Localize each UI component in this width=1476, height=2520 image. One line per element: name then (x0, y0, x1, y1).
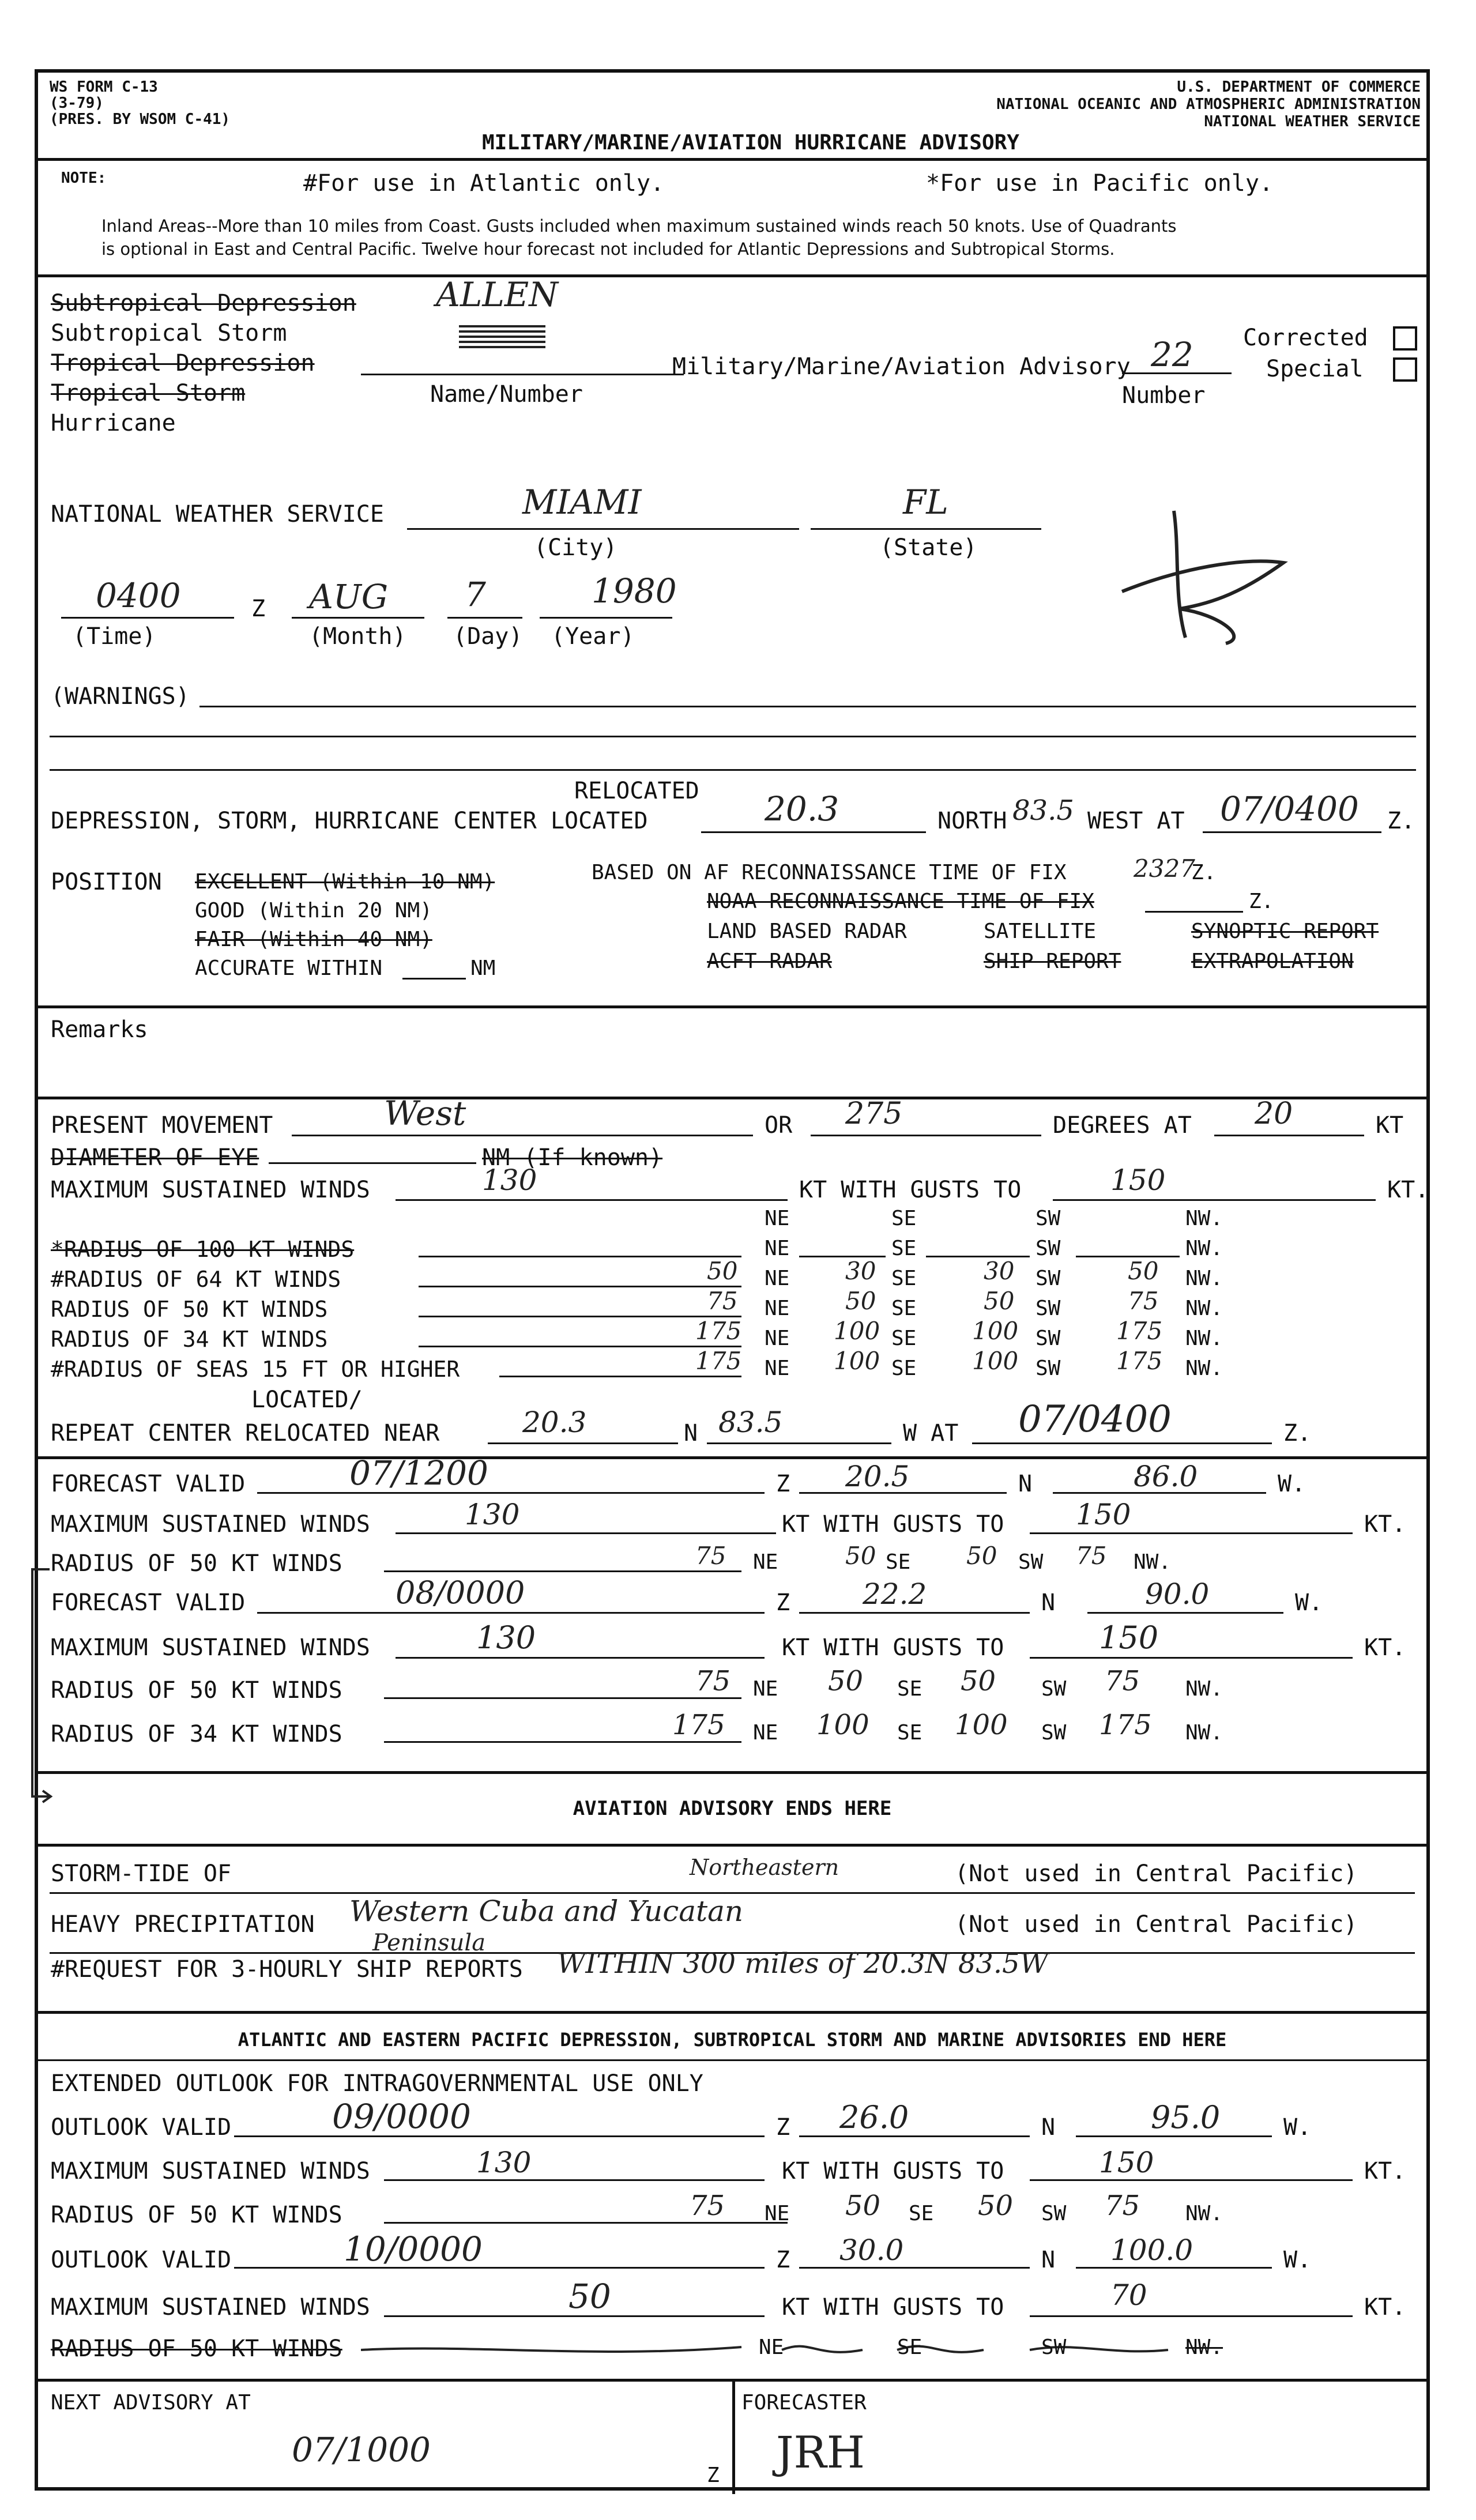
outlook2-label: OUTLOOK VALID (51, 2247, 232, 2273)
outlook2-winds-label: MAXIMUM SUSTAINED WINDS (51, 2294, 370, 2321)
forecaster-label: FORECASTER (741, 2391, 867, 2414)
forecast1-label: FORECAST VALID (51, 1471, 246, 1497)
forecast2-winds: 130 (476, 1619, 536, 1656)
label-nw: NW. (1185, 1677, 1223, 1701)
movement-value: West (384, 1094, 466, 1133)
forecast2-r50-se: 50 (828, 1665, 864, 1697)
movement-speed: 20 (1255, 1097, 1293, 1131)
repeat-lon: 83.5 (718, 1406, 783, 1439)
forecast1-valid: 07/1200 (349, 1453, 488, 1493)
remarks-label: Remarks (51, 1016, 148, 1043)
position-good: GOOD (Within 20 NM) (195, 899, 432, 922)
form-date: (3-79) (50, 95, 104, 112)
source-extrapolation: EXTRAPOLATION (1191, 950, 1354, 973)
fix-time: 2327 (1134, 854, 1195, 883)
outlook1-winds: 130 (476, 2146, 532, 2179)
label-ne: NE (759, 2336, 784, 2359)
position-nm: NM (470, 956, 496, 980)
relocated-label: RELOCATED (574, 778, 699, 804)
repeat-n: N (684, 1420, 698, 1447)
form-pres: (PRES. BY WSOM C-41) (50, 111, 231, 128)
state-label: (State) (880, 534, 977, 561)
based-on-label: BASED ON AF RECONNAISSANCE TIME OF FIX (592, 861, 1067, 884)
radius-ne: 75 (707, 1287, 738, 1315)
repeat-z: Z. (1283, 1420, 1312, 1447)
forecast2-r34-ne: 175 (672, 1709, 725, 1741)
outlook1-label: OUTLOOK VALID (51, 2114, 232, 2141)
outlook2-lon: 100.0 (1110, 2233, 1193, 2267)
radius-sw: 100 (972, 1317, 1019, 1345)
forecast2-n: N (1041, 1589, 1056, 1616)
precip-note: (Not used in Central Pacific) (955, 1911, 1358, 1938)
label-ne: NE (753, 1550, 778, 1574)
radius-nw: 50 (1128, 1257, 1159, 1285)
label-sw: SW (1036, 1357, 1061, 1380)
position-fair: FAIR (Within 40 NM) (195, 928, 432, 951)
radius-sw: 50 (984, 1287, 1015, 1315)
movement-label: PRESENT MOVEMENT (51, 1112, 273, 1139)
radius-se: 100 (834, 1317, 880, 1345)
center-z: Z. (1387, 808, 1415, 834)
label-nw: NW. (1185, 1237, 1223, 1260)
forecast1-w: W. (1278, 1471, 1306, 1497)
forecast2-r34-nw: 175 (1099, 1709, 1152, 1741)
north-label: NORTH (937, 808, 1007, 834)
corrected-checkbox[interactable] (1393, 326, 1417, 351)
precip-line2: Peninsula (372, 1930, 486, 1956)
eye-suffix: NM (If known) (482, 1144, 663, 1171)
radius-label: *RADIUS OF 100 KT WINDS (51, 1237, 355, 1262)
fix-z: Z. (1191, 861, 1217, 884)
located-label: LOCATED/ (251, 1387, 363, 1413)
day-label: (Day) (453, 623, 523, 650)
label-nw: NW. (1185, 2202, 1223, 2225)
source-land-radar: LAND BASED RADAR (707, 920, 907, 943)
form-title: MILITARY/MARINE/AVIATION HURRICANE ADVISORY (482, 131, 1019, 155)
outlook1-se: 50 (845, 2190, 881, 2222)
storm-name: ALLEN (436, 275, 559, 314)
repeat-w-at: W AT (903, 1420, 959, 1447)
label-sw: SW (1036, 1297, 1061, 1320)
warnings-label: (WARNINGS) (51, 683, 190, 710)
forecast2-winds-label: MAXIMUM SUSTAINED WINDS (51, 1634, 370, 1661)
signature-mark (1110, 499, 1301, 649)
label-se: SE (891, 1357, 917, 1380)
label-nw: NW. (1134, 1550, 1172, 1574)
center-lon: 83.5 (1012, 794, 1074, 827)
radius-se: 30 (845, 1257, 876, 1285)
label-se: SE (897, 1677, 922, 1701)
outlook1-ne: 75 (690, 2190, 725, 2222)
outlook1-n: N (1041, 2114, 1056, 2141)
noaa-z: Z. (1249, 890, 1274, 913)
storm-tide-note: (Not used in Central Pacific) (955, 1860, 1358, 1887)
outlook2-gusts-label: KT WITH GUSTS TO (782, 2294, 1004, 2321)
forecast1-winds: 130 (465, 1498, 520, 1531)
forecast1-n: N (1018, 1471, 1033, 1497)
outlook1-gusts: 150 (1099, 2146, 1154, 2179)
note-line2: is optional in East and Central Pacific. Twelve hour forecast not included for Atlantic Depressions and Subtropical Storms. (101, 239, 1115, 259)
col-nw: NW. (1185, 1207, 1223, 1230)
forecast2-kt: KT. (1364, 1634, 1406, 1661)
radius-nw: 75 (1128, 1287, 1159, 1315)
max-winds-label: MAXIMUM SUSTAINED WINDS (51, 1177, 370, 1203)
label-sw: SW (1041, 1721, 1067, 1745)
outlook2-lat: 30.0 (839, 2233, 904, 2267)
time-label: (Time) (73, 623, 156, 650)
forecast1-winds-label: MAXIMUM SUSTAINED WINDS (51, 1511, 370, 1538)
scribble-mark (459, 325, 545, 348)
forecast1-gusts: 150 (1076, 1498, 1131, 1531)
label-nw: NW. (1185, 2336, 1223, 2359)
forecast2-r50-sw: 50 (961, 1665, 996, 1697)
forecast2-lat: 22.2 (863, 1577, 927, 1611)
label-nw: NW. (1185, 1297, 1223, 1320)
radius-sw: 100 (972, 1347, 1019, 1375)
month-label: (Month) (309, 623, 406, 650)
corrected-label: Corrected (1243, 325, 1368, 351)
forecast2-valid: 08/0000 (396, 1574, 525, 1611)
advisory-label: Military/Marine/Aviation Advisory (672, 353, 1131, 380)
time-z: Z (251, 596, 266, 622)
center-time: 07/0400 (1220, 789, 1359, 828)
advisory-day: 7 (465, 575, 486, 614)
radius-se: 100 (834, 1347, 880, 1375)
note-pacific: *For use in Pacific only. (926, 170, 1274, 197)
movement-degrees: 275 (845, 1097, 903, 1131)
col-ne: NE (765, 1207, 790, 1230)
advisory-form (35, 69, 1430, 2491)
col-sw: SW (1036, 1207, 1061, 1230)
name-number-label: Name/Number (430, 381, 583, 408)
label-ne: NE (765, 2202, 790, 2225)
forecast1-lat: 20.5 (845, 1460, 910, 1493)
forecast1-gusts-label: KT WITH GUSTS TO (782, 1511, 1004, 1538)
label-se: SE (886, 1550, 911, 1574)
outlook1-sw: 50 (978, 2190, 1014, 2222)
next-advisory-label: NEXT ADVISORY AT (51, 2391, 251, 2414)
outlook2-valid: 10/0000 (344, 2229, 483, 2269)
source-synoptic: SYNOPTIC REPORT (1191, 920, 1379, 943)
special-checkbox[interactable] (1393, 357, 1417, 382)
center-label: DEPRESSION, STORM, HURRICANE CENTER LOCATED (51, 808, 648, 834)
label-ne: NE (765, 1267, 790, 1290)
repeat-time: 07/0400 (1018, 1398, 1172, 1441)
radius-label: #RADIUS OF 64 KT WINDS (51, 1267, 341, 1292)
office-state: FL (903, 483, 948, 522)
west-at-label: WEST AT (1087, 808, 1185, 834)
source-acft-radar: ACFT RADAR (707, 950, 832, 973)
degrees-at-label: DEGREES AT (1053, 1112, 1192, 1139)
type-subtropical-storm: Subtropical Storm (51, 320, 287, 346)
label-sw: SW (1036, 1327, 1061, 1350)
outlook2-gusts: 70 (1110, 2278, 1147, 2312)
source-ship-report: SHIP REPORT (984, 950, 1121, 973)
forecast2-r50-ne: 75 (695, 1665, 731, 1697)
label-nw: NW. (1185, 1721, 1223, 1745)
forecast2-r34-sw: 100 (955, 1709, 1008, 1741)
special-label: Special (1266, 356, 1364, 382)
forecast1-sw: 50 (966, 1542, 997, 1570)
label-se: SE (909, 2202, 934, 2225)
outlook1-kt: KT. (1364, 2158, 1406, 2184)
label-nw: NW. (1185, 1357, 1223, 1380)
label-se: SE (891, 1327, 917, 1350)
outlook1-z: Z (776, 2114, 790, 2141)
crossed-out-line (361, 2333, 1283, 2367)
radius-label: RADIUS OF 34 KT WINDS (51, 1327, 328, 1352)
note-atlantic: #For use in Atlantic only. (303, 170, 665, 197)
label-ne: NE (753, 1677, 778, 1701)
outlook2-w: W. (1283, 2247, 1312, 2273)
radius-label: RADIUS OF 50 KT WINDS (51, 1297, 328, 1322)
outlook2-z: Z (776, 2247, 790, 2273)
precip-label: HEAVY PRECIPITATION (51, 1911, 315, 1938)
radius-nw: 175 (1116, 1317, 1163, 1345)
eye-label: DIAMETER OF EYE (51, 1144, 259, 1171)
advisory-year: 1980 (592, 571, 677, 611)
forecast2-gusts-label: KT WITH GUSTS TO (782, 1634, 1004, 1661)
label-se: SE (897, 2336, 922, 2359)
noaa-label: NOAA RECONNAISSANCE TIME OF FIX (707, 890, 1094, 913)
next-advisory-z: Z (707, 2464, 720, 2487)
gusts-value: 150 (1110, 1163, 1166, 1197)
forecast2-lon: 90.0 (1145, 1577, 1210, 1611)
radius-label: #RADIUS OF SEAS 15 FT OR HIGHER (51, 1357, 460, 1382)
outlook1-lon: 95.0 (1151, 2099, 1221, 2135)
max-winds-value: 130 (482, 1163, 537, 1197)
year-label: (Year) (551, 623, 635, 650)
radius-nw: 175 (1116, 1347, 1163, 1375)
label-se: SE (891, 1297, 917, 1320)
forecast1-ne: 75 (695, 1542, 726, 1570)
movement-or: OR (765, 1112, 793, 1139)
forecast2-gusts: 150 (1099, 1619, 1159, 1656)
forecast2-r34-se: 100 (816, 1709, 869, 1741)
label-ne: NE (765, 1237, 790, 1260)
dept-name: U.S. DEPARTMENT OF COMMERCE (1177, 78, 1421, 96)
radius-se: 50 (845, 1287, 876, 1315)
forecast2-r50-label: RADIUS OF 50 KT WINDS (51, 1677, 342, 1704)
forecast1-se: 50 (845, 1542, 876, 1570)
forecaster-initials: JRH (776, 2427, 865, 2478)
outlook1-gusts-label: KT WITH GUSTS TO (782, 2158, 1004, 2184)
note-label: NOTE: (61, 169, 107, 187)
radius-ne: 50 (707, 1257, 738, 1285)
label-ne: NE (753, 1721, 778, 1745)
movement-kt: KT (1376, 1112, 1404, 1139)
label-se: SE (891, 1237, 917, 1260)
repeat-lat: 20.3 (522, 1406, 587, 1439)
forecast2-r34-label: RADIUS OF 34 KT WINDS (51, 1721, 342, 1747)
label-sw: SW (1041, 1677, 1067, 1701)
source-satellite: SATELLITE (984, 920, 1097, 943)
label-ne: NE (765, 1297, 790, 1320)
outlook-header: EXTENDED OUTLOOK FOR INTRAGOVERNMENTAL USE ONLY (51, 2070, 703, 2097)
label-sw: SW (1041, 2202, 1067, 2225)
forecast2-w: W. (1295, 1589, 1323, 1616)
note-line1: Inland Areas--More than 10 miles from Coast. Gusts included when maximum sustained winds reach 50 knots. Use of Quadrants (101, 216, 1177, 236)
position-label: POSITION (51, 869, 162, 895)
outlook1-winds-label: MAXIMUM SUSTAINED WINDS (51, 2158, 370, 2184)
forecast1-z: Z (776, 1471, 790, 1497)
outlook1-w: W. (1283, 2114, 1312, 2141)
precip-insert: Northeastern (690, 1855, 839, 1880)
advisory-number: 22 (1151, 335, 1193, 374)
advisory-time: 0400 (96, 576, 181, 615)
col-se: SE (891, 1207, 917, 1230)
office-city: MIAMI (522, 483, 642, 522)
type-tropical-depression: Tropical Depression (51, 350, 315, 376)
label-ne: NE (765, 1327, 790, 1350)
label-nw: NW. (1185, 1327, 1223, 1350)
label-nw: NW. (1185, 1267, 1223, 1290)
city-label: (City) (534, 534, 617, 561)
radius-ne: 175 (695, 1347, 742, 1375)
repeat-label: REPEAT CENTER RELOCATED NEAR (51, 1420, 440, 1447)
outlook1-r50-label: RADIUS OF 50 KT WINDS (51, 2202, 342, 2228)
outlook2-winds: 50 (568, 2277, 611, 2316)
outlook1-lat: 26.0 (839, 2099, 909, 2135)
radius-sw: 30 (984, 1257, 1015, 1285)
atlantic-end-banner: ATLANTIC AND EASTERN PACIFIC DEPRESSION, SUBTROPICAL STORM AND MARINE ADVISORIES END HERE (238, 2029, 1227, 2051)
storm-tide-label: STORM-TIDE OF (51, 1860, 232, 1887)
forecast2-z: Z (776, 1589, 790, 1616)
gusts-kt: KT. (1387, 1177, 1429, 1203)
gusts-label: KT WITH GUSTS TO (799, 1177, 1022, 1203)
forecast1-r50-label: RADIUS OF 50 KT WINDS (51, 1550, 342, 1577)
position-excellent: EXCELLENT (Within 10 NM) (195, 870, 495, 894)
forecast1-kt: KT. (1364, 1511, 1406, 1538)
type-hurricane: Hurricane (51, 410, 176, 436)
label-ne: NE (765, 1357, 790, 1380)
label-sw: SW (1018, 1550, 1044, 1574)
outlook2-n: N (1041, 2247, 1056, 2273)
center-lat: 20.3 (765, 789, 839, 828)
precip-value: Western Cuba and Yucatan (349, 1894, 744, 1928)
forecast2-r50-nw: 75 (1105, 1665, 1140, 1697)
aviation-end-banner: AVIATION ADVISORY ENDS HERE (573, 1797, 892, 1820)
nws-label: NATIONAL WEATHER SERVICE (51, 501, 384, 528)
radius-ne: 175 (695, 1317, 742, 1345)
outlook2-r50-label: RADIUS OF 50 KT WINDS (51, 2336, 342, 2362)
outlook1-nw: 75 (1105, 2190, 1140, 2222)
advisory-month: AUG (309, 577, 389, 616)
label-sw: SW (1036, 1237, 1061, 1260)
next-advisory-value: 07/1000 (292, 2430, 431, 2469)
ship-value: WITHIN 300 miles of 20.3N 83.5W (557, 1948, 1049, 1980)
outlook2-kt: KT. (1364, 2294, 1406, 2321)
position-accurate: ACCURATE WITHIN (195, 956, 383, 980)
agency-name: NATIONAL OCEANIC AND ATMOSPHERIC ADMINISTRATION (996, 96, 1421, 113)
outlook1-valid: 09/0000 (332, 2097, 471, 2136)
ship-label: #REQUEST FOR 3-HOURLY SHIP REPORTS (51, 1956, 523, 1983)
label-sw: SW (1041, 2336, 1067, 2359)
type-tropical-storm: Tropical Storm (51, 380, 246, 406)
label-se: SE (897, 1721, 922, 1745)
forecast1-nw: 75 (1076, 1542, 1107, 1570)
number-label: Number (1122, 382, 1206, 409)
label-sw: SW (1036, 1267, 1061, 1290)
form-id: WS FORM C-13 (50, 78, 158, 96)
type-subtropical-depression: Subtropical Depression (51, 290, 356, 317)
forecast2-label: FORECAST VALID (51, 1589, 246, 1616)
label-se: SE (891, 1267, 917, 1290)
service-name: NATIONAL WEATHER SERVICE (1204, 113, 1421, 130)
forecast1-lon: 86.0 (1134, 1460, 1198, 1493)
